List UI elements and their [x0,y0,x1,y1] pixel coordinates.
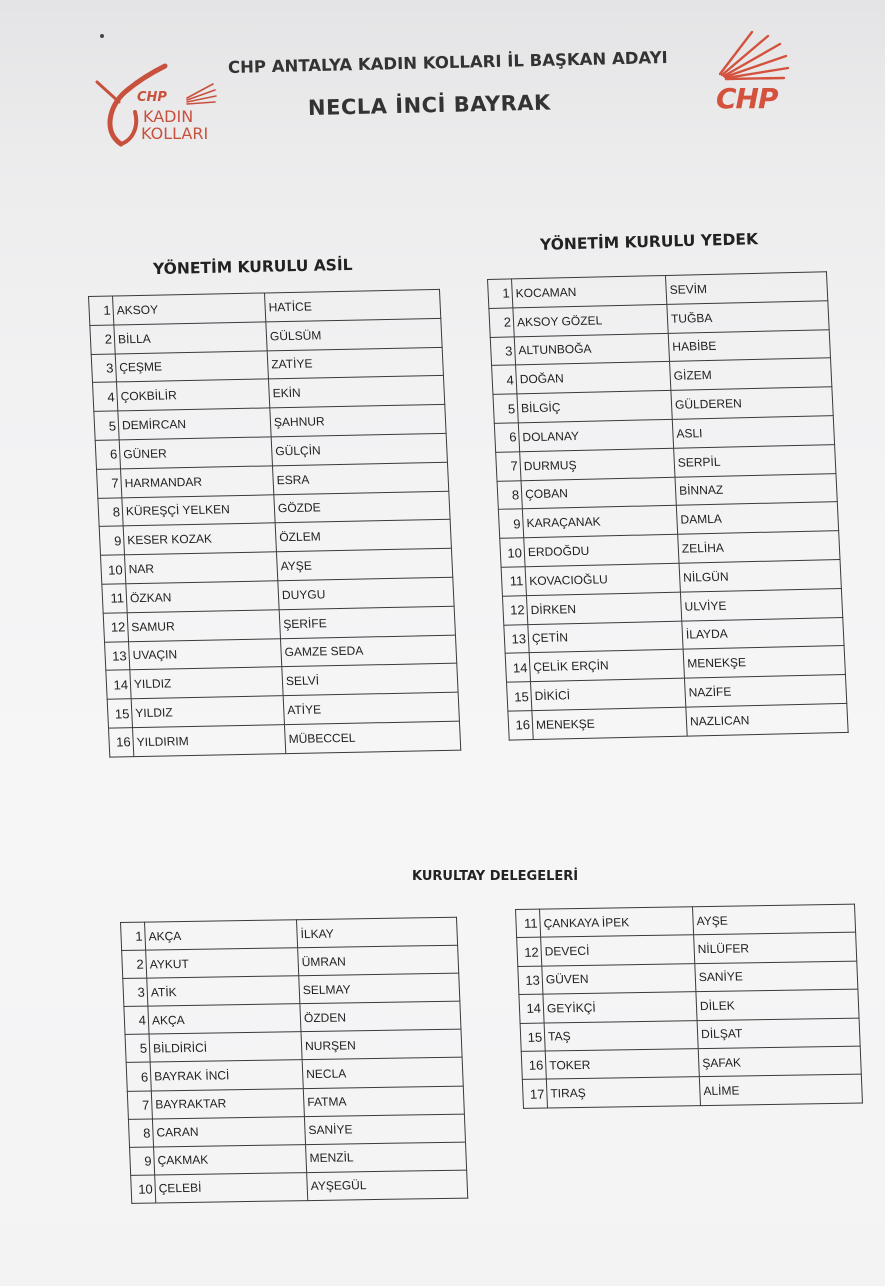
row-number: 6 [95,440,120,469]
row-surname: YILDIZ [131,696,284,728]
row-first-name: AYŞE [276,548,452,580]
row-number: 12 [103,613,128,642]
row-number: 14 [106,670,131,699]
row-surname: DOLANAY [518,419,673,451]
row-surname: GEYİKÇİ [543,992,697,1023]
row-number: 8 [98,497,123,526]
logo-kollari-text: KOLLARI [141,124,209,143]
row-surname: ALTUNBOĞA [514,333,669,365]
row-surname: ÇAKMAK [154,1144,307,1174]
row-number: 12 [517,937,542,966]
row-first-name: MÜBECCEL [284,721,460,753]
row-surname: ÇELEBİ [155,1172,308,1202]
row-number: 15 [507,682,532,711]
row-number: 11 [102,584,127,613]
row-first-name: NURŞEN [301,1030,462,1061]
row-number: 4 [124,1006,149,1034]
row-number: 13 [504,624,529,653]
row-number: 14 [519,994,544,1023]
row-number: 1 [488,279,513,308]
row-surname: MENEKŞE [532,707,687,739]
row-number: 2 [90,325,115,354]
table-row [522,1074,862,1108]
row-surname: AKSOY [113,293,266,325]
row-first-name: HATİCE [264,289,440,321]
row-first-name: ŞAHNUR [270,405,446,437]
row-first-name: İLAYDA [682,617,844,649]
row-surname: KOVACIOĞLU [525,563,680,595]
row-number: 17 [522,1079,547,1108]
row-surname: DOĞAN [516,362,671,394]
row-first-name: ZATİYE [267,347,443,379]
row-number: 10 [500,538,525,567]
row-number: 3 [123,978,148,1006]
row-first-name: BİNNAZ [675,473,837,505]
row-number: 2 [489,308,514,337]
row-first-name: GÜLDEREN [671,387,833,419]
row-first-name: ZELİHA [678,531,840,563]
row-number: 10 [131,1175,156,1203]
row-first-name: ESRA [272,462,448,494]
row-number: 13 [105,641,130,670]
row-number: 8 [128,1119,153,1147]
delegeler-table-left [120,917,468,1204]
row-surname: KESER KOZAK [123,523,276,555]
row-first-name: NİLGÜN [679,560,841,592]
row-number: 16 [109,728,134,757]
row-number: 10 [101,555,126,584]
row-number: 6 [494,423,519,452]
row-surname: AKÇA [148,1004,301,1034]
row-surname: KARAÇANAK [522,506,677,538]
row-number: 15 [520,1023,545,1052]
row-number: 16 [521,1051,546,1080]
speck [100,34,104,38]
row-surname: BİLGİÇ [517,391,672,423]
row-number: 5 [94,411,119,440]
row-first-name: AYŞEGÜL [307,1170,468,1201]
row-number: 7 [496,452,521,481]
row-surname: DURMUŞ [520,448,675,480]
row-number: 5 [125,1034,150,1062]
chp-kadin-kollari-logo [95,62,225,152]
row-number: 5 [493,394,518,423]
row-first-name: GÜLSÜM [266,318,442,350]
row-first-name: NİLÜFER [694,933,857,964]
row-number: 2 [122,950,147,978]
row-surname: ÇANKAYA İPEK [540,907,694,938]
row-number: 15 [107,699,132,728]
row-surname: HARMANDAR [121,466,274,498]
row-surname: DEMİRCAN [118,408,271,440]
row-surname: ERDOĞDU [524,534,679,566]
row-first-name: ŞERİFE [279,606,455,638]
row-first-name: NAZLICAN [686,703,848,735]
row-surname: DİRKEN [526,592,681,624]
row-first-name: TUĞBA [667,301,829,333]
row-first-name: GAMZE SEDA [280,635,456,667]
row-surname: ÇOBAN [521,477,676,509]
row-first-name: FATMA [303,1086,464,1117]
row-surname: KOCAMAN [512,275,667,307]
row-surname: TOKER [545,1049,699,1080]
row-surname: ÇETİN [528,621,683,653]
asil-table [88,289,461,757]
row-first-name: MENZİL [306,1142,467,1173]
row-surname: GÜVEN [542,963,696,994]
row-surname: ÇELİK ERÇİN [529,650,684,682]
row-number: 11 [501,567,526,596]
row-first-name: DUYGU [278,577,454,609]
row-surname: BAYRAK İNCİ [150,1060,303,1090]
row-surname: YILDIZ [130,667,283,699]
header-subtitle: CHP ANTALYA KADIN KOLLARI İL BAŞKAN ADAYI [227,48,668,77]
row-first-name: GÜLÇİN [271,433,447,465]
delegeler-table-right [515,904,863,1109]
row-first-name: DİLŞAT [697,1018,860,1049]
row-surname: BİLDİRİCİ [149,1032,302,1062]
row-number: 8 [497,480,522,509]
row-number: 12 [502,595,527,624]
row-number: 7 [97,469,122,498]
row-surname: TIRAŞ [546,1077,700,1108]
chp-logo [712,30,802,125]
table-row [131,1170,468,1203]
row-number: 11 [516,909,541,938]
row-surname: BİLLA [114,322,267,354]
row-surname: DİKİCİ [531,678,686,710]
row-surname: CARAN [152,1116,305,1146]
row-surname: UVAÇIN [129,638,282,670]
row-first-name: GÖZDE [274,491,450,523]
row-surname: ÇOKBİLİR [117,379,270,411]
row-surname: AKSOY GÖZEL [513,304,668,336]
row-first-name: ÖZDEN [300,1001,461,1032]
row-first-name: SEVİM [665,272,827,304]
row-surname: AYKUT [146,948,299,978]
delegeler-section-title: KURULTAY DELEGELERİ [412,869,579,884]
row-first-name: ASLI [672,416,834,448]
row-first-name: MENEKŞE [683,646,845,678]
row-number: 13 [518,966,543,995]
row-surname: BAYRAKTAR [151,1088,304,1118]
row-surname: ÇEŞME [115,351,268,383]
row-surname: SAMUR [127,609,280,641]
row-surname: GÜNER [119,437,272,469]
row-surname: DEVECİ [541,935,695,966]
row-number: 9 [130,1147,155,1175]
row-number: 6 [126,1063,151,1091]
row-first-name: AYŞE [692,904,855,935]
row-number: 3 [490,336,515,365]
row-number: 9 [498,509,523,538]
row-first-name: SELMAY [299,973,460,1004]
row-number: 14 [505,653,530,682]
row-first-name: ŞAFAK [698,1046,861,1077]
row-surname: NAR [125,552,278,584]
row-surname: TAŞ [544,1020,698,1051]
yedek-table [487,271,849,740]
row-surname: AKÇA [145,920,298,950]
row-surname: ATİK [147,976,300,1006]
logo-kadin-text: KADIN [143,107,194,126]
row-number: 9 [99,526,124,555]
row-first-name: ÖZLEM [275,520,451,552]
row-surname: YILDIRIM [132,725,285,757]
row-number: 3 [91,354,116,383]
row-first-name: SANİYE [695,961,858,992]
row-number: 4 [93,382,118,411]
row-first-name: GİZEM [670,358,832,390]
row-first-name: İLKAY [296,917,457,948]
row-first-name: ALİME [699,1074,862,1105]
row-first-name: SELVİ [282,664,458,696]
row-number: 1 [89,296,114,325]
row-first-name: NECLA [302,1058,463,1089]
row-surname: KÜREŞÇİ YELKEN [122,494,275,526]
row-first-name: ATİYE [283,692,459,724]
logo-chp-text: CHP [137,90,167,105]
row-first-name: ULVİYE [680,588,842,620]
row-first-name: NAZİFE [684,675,846,707]
row-first-name: HABİBE [668,329,830,361]
logo-chp-big-text: CHP [716,82,778,115]
row-first-name: ÜMRAN [298,945,459,976]
yedek-section-title: YÖNETİM KURULU YEDEK [539,230,759,254]
row-first-name: EKİN [268,376,444,408]
row-number: 1 [121,922,146,950]
table-row [109,721,461,757]
row-first-name: DAMLA [676,502,838,534]
row-first-name: SERPİL [674,444,836,476]
asil-section-title: YÖNETİM KURULU ASİL [152,255,353,279]
row-surname: ÖZKAN [126,581,279,613]
row-number: 16 [508,711,533,740]
row-first-name: DİLEK [696,989,859,1020]
row-number: 4 [492,365,517,394]
row-first-name: SANİYE [304,1114,465,1145]
chp-rays-icon [712,30,802,90]
row-number: 7 [127,1091,152,1119]
header-candidate-name: NECLA İNCİ BAYRAK [307,90,552,120]
